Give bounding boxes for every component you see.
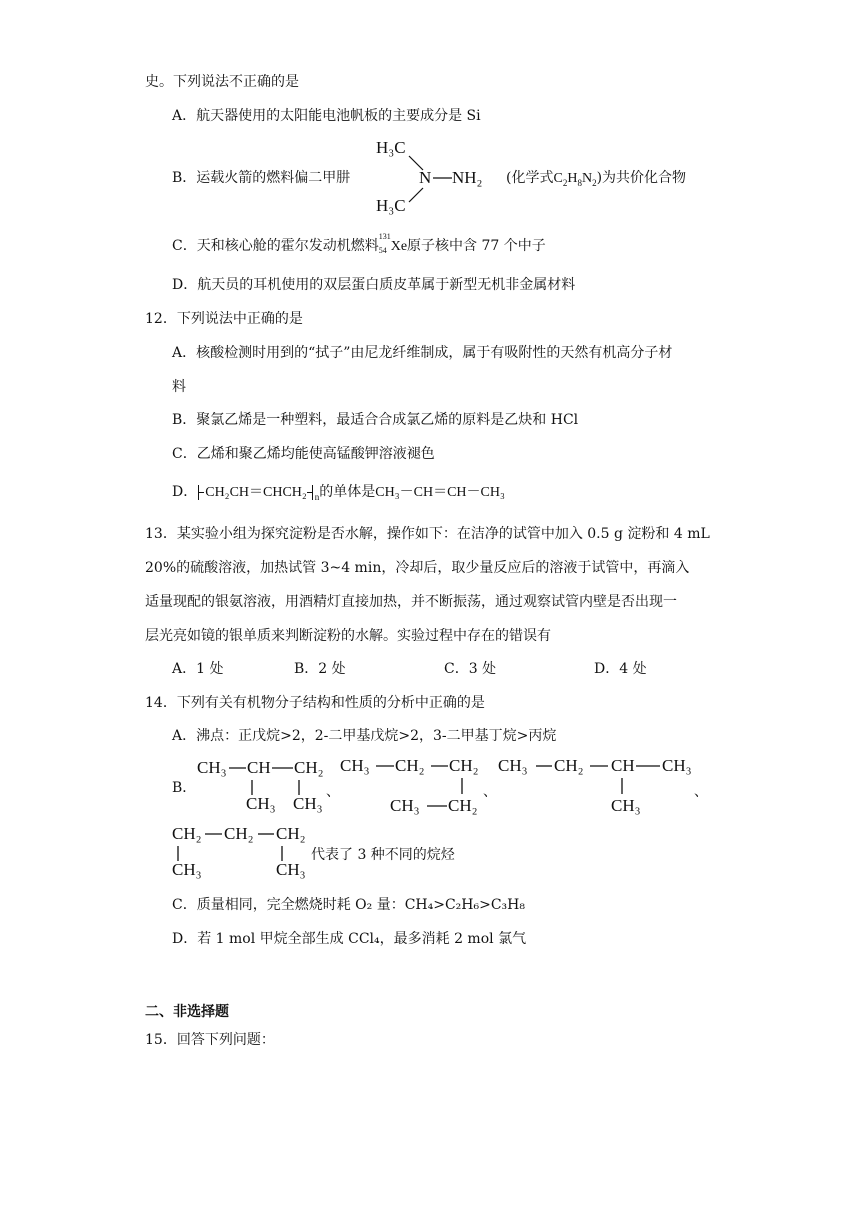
q11-option-a: A．航天器使用的太阳能电池帆板的主要成分是 Si: [172, 108, 481, 124]
q13-option-d: D．4 处: [594, 661, 647, 677]
m3-atom: CH₃: [611, 796, 641, 815]
q11-option-b-text: B．运载火箭的燃料偏二甲肼: [172, 170, 351, 186]
mol-n: N: [419, 168, 432, 187]
m1-atom: CH₃: [246, 794, 276, 813]
q13-line3: 适量现配的银氨溶液，用酒精灯直接加热，并不断振荡，通过观察试管内壁是否出现一: [145, 594, 677, 610]
q11-option-d: D．航天员的耳机使用的双层蛋白质皮革属于新型无机非金属材料: [172, 277, 576, 293]
m1-atom: CH: [247, 758, 271, 777]
m3-atom: CH₂: [554, 756, 584, 775]
m2-atom: CH₃: [340, 756, 370, 775]
m4-atom: CH₃: [172, 860, 202, 879]
q13-option-a: A．1 处: [172, 661, 224, 677]
q12-option-c: C．乙烯和聚乙烯均能使高锰酸钾溶液褪色: [172, 446, 435, 462]
q14-stem: 14．下列有关有机物分子结构和性质的分析中正确的是: [145, 695, 485, 711]
section-title: 二、非选择题: [145, 1004, 229, 1020]
m4-atom: CH₂: [224, 824, 254, 843]
separator: 、: [326, 784, 340, 800]
m2-atom: CH₃: [390, 796, 420, 815]
q11-option-b-formula: (化学式$C_2H_8N_2$)为共价化合物: [506, 170, 687, 188]
m4-atom: CH₂: [172, 824, 202, 843]
q13-line4: 层光亮如镜的银单质来判断淀粉的水解。实验过程中存在的错误有: [145, 628, 551, 644]
q11-option-c: C．天和核心舱的霍尔发动机燃料 131 54 Xe原子核中含 77 个中子: [172, 232, 546, 255]
q15-stem: 15．回答下列问题：: [145, 1032, 275, 1048]
q12-option-a-line2: 料: [172, 379, 186, 395]
q13-option-c: C．3 处: [444, 661, 497, 677]
q14-option-c: C．质量相同，完全燃烧时耗 O₂ 量：CH₄>C₂H₆>C₃H₈: [172, 897, 525, 913]
m2-bonds: [338, 756, 498, 816]
separator: 、: [694, 784, 708, 800]
q14-option-a: A．沸点：正戊烷>2，2-二甲基戊烷>2，3-二甲基丁烷>丙烷: [172, 728, 557, 744]
q12-option-b: B．聚氯乙烯是一种塑料，最适合合成氯乙烯的原料是乙炔和 HCl: [172, 412, 579, 428]
m4-atom: CH₃: [276, 860, 306, 879]
q12-option-d: D． CH₂CH＝CHCH₂ $_n$的单体是CH₃－CH＝CH－CH₃: [172, 484, 505, 502]
m4-bonds: [170, 824, 320, 874]
m3-bonds: [496, 756, 696, 816]
m1-bonds: [195, 758, 335, 808]
q12-option-a-line1: A．核酸检测时用到的“拭子”由尼龙纤维制成，属于有吸附性的天然有机高分子材: [172, 345, 673, 361]
m2-atom: CH₂: [395, 756, 425, 775]
m3-atom: CH₃: [662, 756, 692, 775]
polymer-bracket: CH₂CH＝CHCH₂: [197, 482, 315, 503]
separator: 、: [483, 784, 497, 800]
q14-option-b-tail: 代表了 3 种不同的烷烃: [311, 847, 455, 863]
q11-stem-tail: 史。下列说法不正确的是: [145, 74, 299, 90]
mol-bonds: [400, 140, 500, 220]
q14-option-d: D．若 1 mol 甲烷全部生成 CCl₄，最多消耗 2 mol 氯气: [172, 931, 527, 947]
m3-atom: CH: [611, 756, 635, 775]
m1-atom: CH₃: [197, 758, 227, 777]
q13-line1: 13．某实验小组为探究淀粉是否水解，操作如下：在洁净的试管中加入 0.5 g 淀粉和 4 mL: [145, 526, 710, 542]
q12-stem: 12．下列说法中正确的是: [145, 311, 303, 327]
m4-atom: CH₂: [276, 824, 306, 843]
m3-atom: CH₃: [498, 756, 528, 775]
mol-nh2: NH₂: [452, 168, 483, 187]
q13-option-b: B．2 处: [294, 661, 346, 677]
m1-atom: CH₃: [293, 794, 323, 813]
mol-h3c-bottom: H₃C: [376, 196, 406, 215]
q13-line2: 20%的硫酸溶液，加热试管 3~4 min，冷却后，取少量反应后的溶液于试管中，再滴入: [145, 560, 690, 576]
m1-atom: CH₂: [294, 758, 324, 777]
m2-atom: CH₂: [449, 756, 479, 775]
mol-h3c-top: H₃C: [376, 138, 406, 157]
q14-option-b-label: B．: [172, 780, 197, 796]
m2-atom: CH₂: [448, 796, 478, 815]
